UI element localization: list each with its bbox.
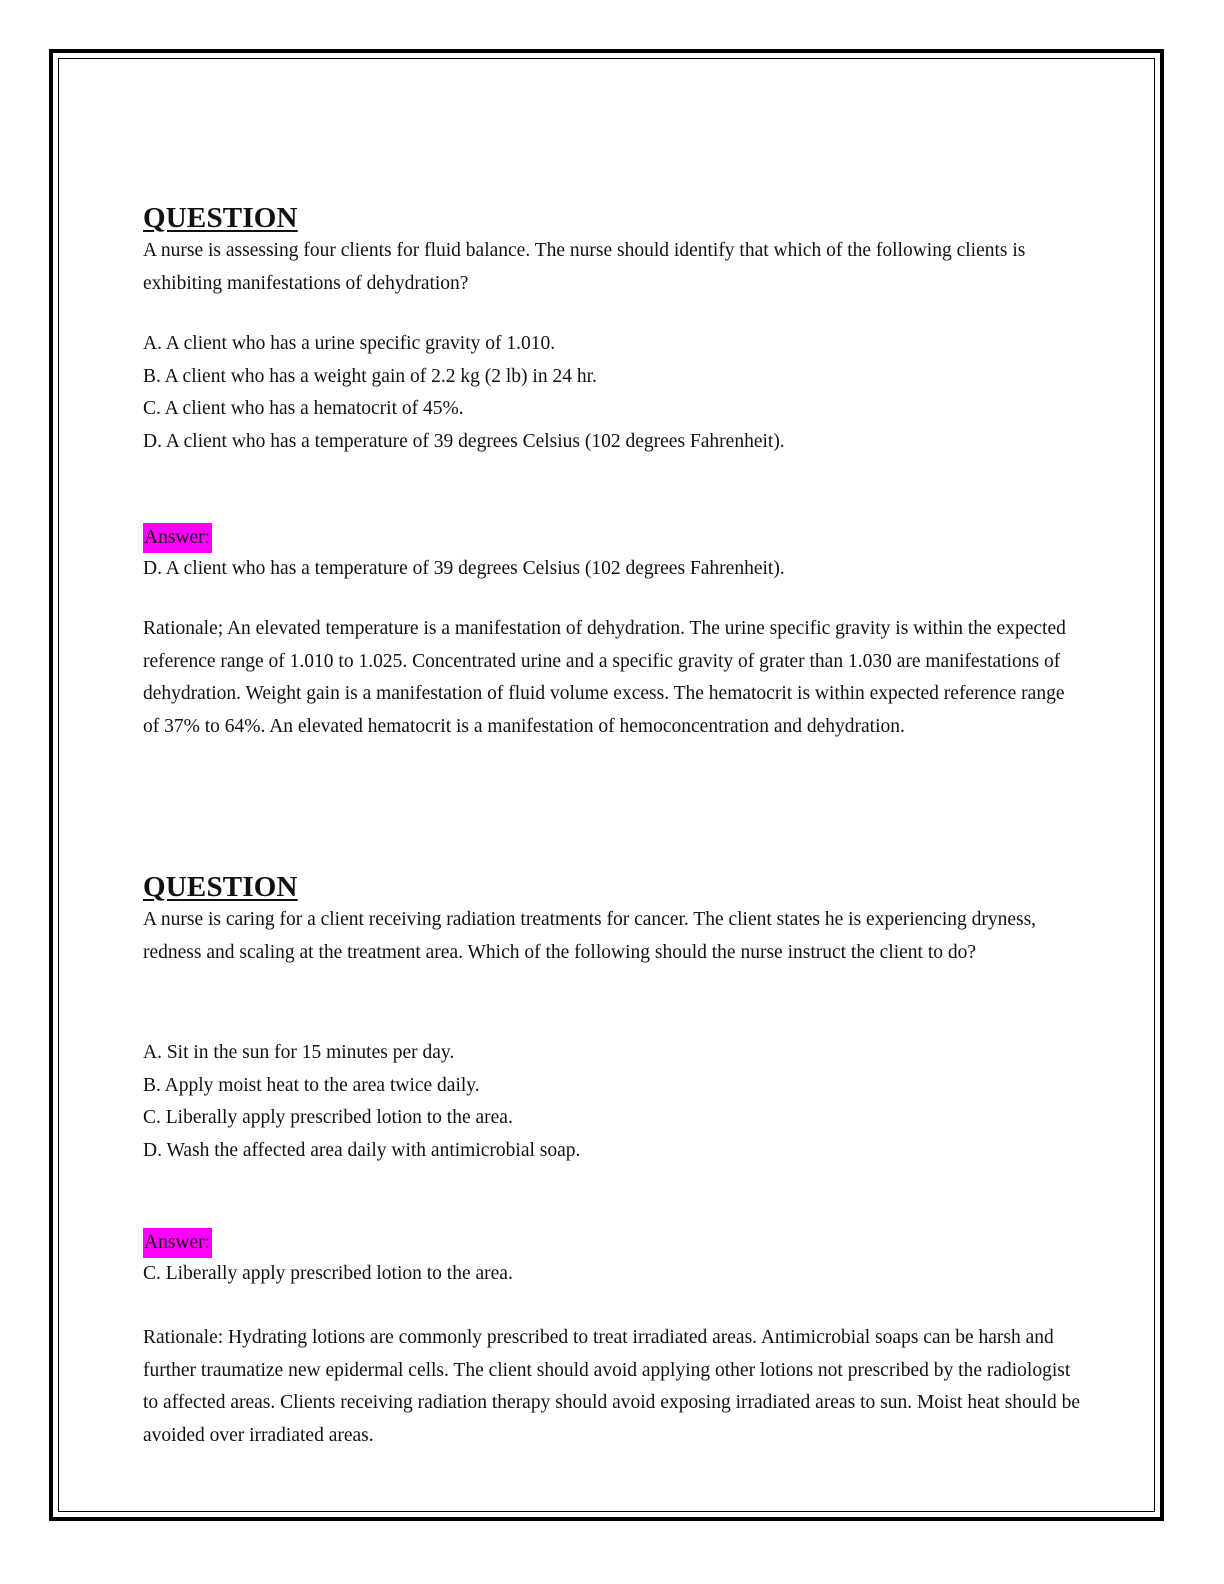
option-a: A. Sit in the sun for 15 minutes per day. xyxy=(143,1042,455,1063)
option-b: B. A client who has a weight gain of 2.2 kg (2 lb) in 24 hr. xyxy=(143,365,597,387)
question-heading: QUESTION xyxy=(143,202,298,234)
question-2-rationale xyxy=(143,1322,1083,1452)
answer-label: Answer: xyxy=(143,523,212,553)
option-d: D. A client who has a temperature of 39 degrees Celsius (102 degrees Fahrenheit). xyxy=(143,430,785,452)
question-heading: QUESTION xyxy=(143,871,298,903)
rationale-text: Rationale: Hydrating lotions are commonly prescribed to treat irradiated areas. Antimicrobial soaps can be harsh and further traumatize new epidermal cells. The client should avoid applying other lotions not prescribed by the radiologist to affected areas. Clients receiving radiation therapy should avoid exposing irradiated areas to sun. Moist heat should be avoided over irradiated areas. xyxy=(143,1327,1080,1446)
question-1-answer xyxy=(143,523,1083,586)
question-2 xyxy=(143,870,1083,969)
question-stem: A nurse is caring for a client receiving radiation treatments for cancer. The client states he is experiencing dryness, redness and scaling at the treatment area. Which of the following should the nurse instruct the client to do? xyxy=(143,909,1037,963)
question-1-options xyxy=(143,328,1083,458)
question-stem: A nurse is assessing four clients for fluid balance. The nurse should identify that which of the following clients is exhibiting manifestations of dehydration? xyxy=(143,240,1026,294)
option-c: C. Liberally apply prescribed lotion to the area. xyxy=(143,1107,513,1128)
rationale-text: Rationale; An elevated temperature is a manifestation of dehydration. The urine specific gravity is within the expected reference range of 1.010 to 1.025. Concentrated urine and a specific gravity of grater than 1.030 are manifestations of dehydration. Weight gain is a manifestation of fluid volume excess. The hematocrit is within expected reference range of 37% to 64%. An elevated hematocrit is a manifestation of hemoconcentration and dehydration. xyxy=(143,618,1066,737)
answer-text: D. A client who has a temperature of 39 degrees Celsius (102 degrees Fahrenheit). xyxy=(143,558,785,579)
question-1 xyxy=(143,201,1083,300)
answer-text: C. Liberally apply prescribed lotion to the area. xyxy=(143,1263,513,1284)
option-b: B. Apply moist heat to the area twice daily. xyxy=(143,1074,480,1096)
question-1-rationale xyxy=(143,613,1083,743)
answer-label: Answer: xyxy=(143,1228,212,1258)
option-c: C. A client who has a hematocrit of 45%. xyxy=(143,398,464,419)
option-d: D. Wash the affected area daily with antimicrobial soap. xyxy=(143,1139,581,1161)
question-2-options xyxy=(143,1037,1083,1167)
question-2-answer xyxy=(143,1228,1083,1291)
option-a: A. A client who has a urine specific gravity of 1.010. xyxy=(143,333,556,354)
